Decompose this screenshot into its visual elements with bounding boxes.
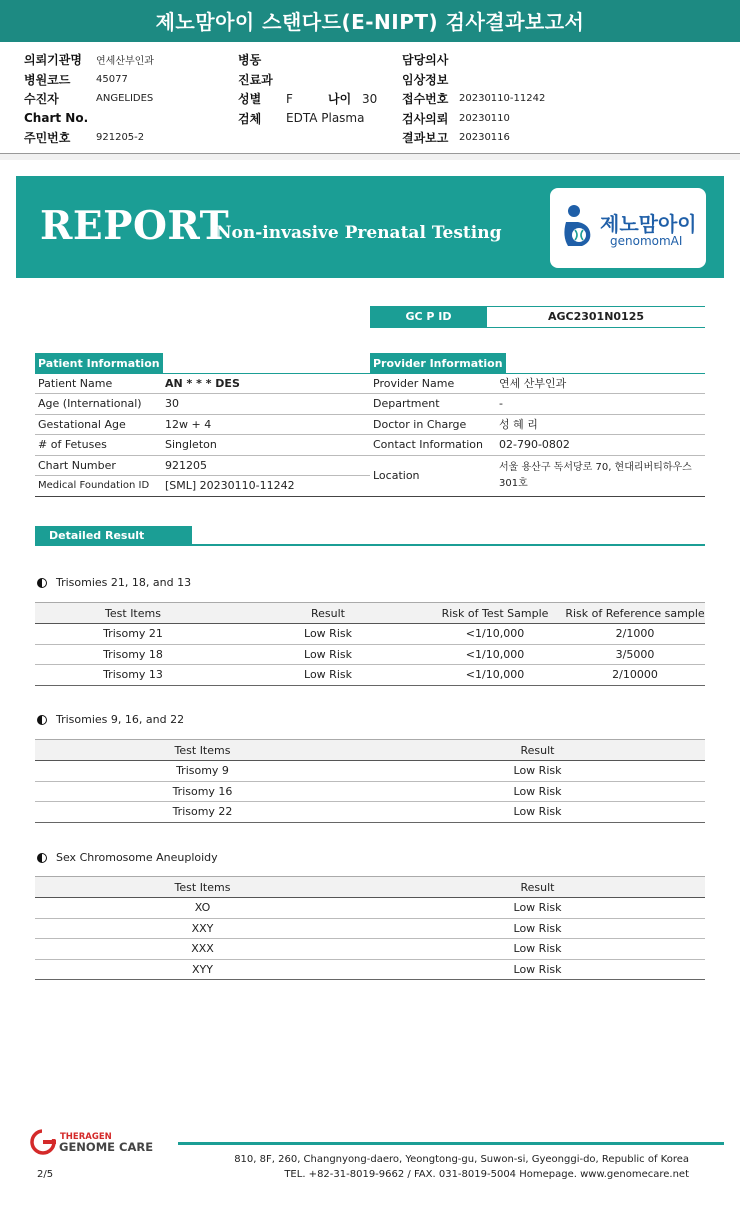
footer-address: 810, 8F, 260, Changnyong-daero, Yeongtong-gu, Suwon-si, Gyeonggi-do, Republic of Korea (234, 1154, 689, 1165)
header-value: 45077 (96, 73, 128, 85)
header-label: 담당의사 (402, 53, 449, 68)
patient-label: # of Fetuses (35, 435, 165, 456)
patient-info-table (35, 373, 370, 497)
detailed-result-header (35, 524, 705, 546)
header-label: 성별 (238, 92, 262, 107)
table-row (35, 959, 705, 980)
header-label: 결과보고 (402, 131, 449, 146)
genomom-logo (550, 188, 706, 268)
provider-info-title: Provider Information (370, 353, 506, 374)
provider-value: 성 혜 리 (499, 414, 705, 435)
provider-label: Location (370, 455, 499, 496)
cell: Low Risk (370, 781, 705, 802)
table-row (35, 644, 705, 665)
cell: XO (35, 898, 370, 919)
header-label: 의뢰기관명 (24, 53, 82, 68)
cell: XXX (35, 939, 370, 960)
column-header: Risk of Reference sample (565, 603, 705, 624)
cell: 2/1000 (565, 624, 705, 645)
cell: Low Risk (370, 761, 705, 782)
header-value: ANGELIDES (96, 93, 154, 105)
location-line-1: 서울 용산구 독서당로 70, 현대리버티하우스 (499, 461, 692, 473)
table-row (35, 781, 705, 802)
header-label: 검체 (238, 111, 262, 126)
column-header: Risk of Test Sample (425, 603, 565, 624)
table-row (35, 802, 705, 823)
column-header: Result (370, 740, 705, 761)
patient-value: [SML] 20230110-11242 (165, 476, 370, 497)
header-field (24, 89, 154, 109)
cell: Low Risk (370, 802, 705, 823)
header-label: 검사의뢰 (402, 111, 449, 126)
section-title-text: Trisomies 9, 16, and 22 (56, 713, 185, 726)
header-field (402, 128, 545, 148)
provider-value: 02-790-0802 (499, 435, 705, 456)
footer-divider (178, 1142, 724, 1145)
table-row (35, 761, 705, 782)
table-header-row (35, 603, 705, 624)
cell: Trisomy 22 (35, 802, 370, 823)
cell: XXY (35, 918, 370, 939)
header-label: 접수번호 (402, 92, 449, 107)
provider-info-table (370, 373, 705, 497)
header-label: 병동 (238, 53, 262, 68)
patient-name-value: AN * * * DES (165, 373, 370, 394)
patient-value: 30 (165, 394, 370, 415)
table-row (370, 435, 705, 456)
header-field (402, 70, 545, 90)
theragen-logo-icon (30, 1128, 180, 1156)
header-label: 나이 (328, 92, 352, 107)
table-row (370, 394, 705, 415)
cell: Trisomy 9 (35, 761, 370, 782)
header-value: 20230110 (459, 112, 510, 124)
header-value: EDTA Plasma (286, 111, 365, 126)
header-value: 921205-2 (96, 132, 145, 144)
header-value: 20230110-11242 (459, 93, 546, 105)
header-value: 연세산부인과 (96, 56, 154, 68)
header-field (402, 109, 545, 129)
patient-value: 921205 (165, 455, 370, 476)
header-label: 수진자 (24, 92, 59, 107)
report-banner (16, 176, 724, 278)
cell: Low Risk (370, 918, 705, 939)
header-info-panel (0, 42, 740, 154)
section-title-trisomies-21-18-13 (37, 576, 191, 589)
patient-value: 12w + 4 (165, 414, 370, 435)
sex-chromosome-table (35, 876, 705, 980)
logo-theragen-text: THERAGEN (60, 1132, 112, 1142)
trisomies-9-16-22-table (35, 739, 705, 823)
header-label: 임상정보 (402, 72, 449, 87)
table-row (35, 918, 705, 939)
header-field (238, 109, 377, 129)
column-header: Result (370, 877, 705, 898)
table-row (370, 373, 705, 394)
header-value: F (286, 91, 293, 106)
header-divider (0, 154, 740, 160)
header-field (402, 89, 545, 109)
table-row (35, 373, 370, 394)
table-row (370, 455, 705, 496)
patient-value: Singleton (165, 435, 370, 456)
provider-value: 연세 산부인과 (499, 373, 705, 394)
cell: XYY (35, 959, 370, 980)
column-header: Result (231, 603, 425, 624)
provider-label: Contact Information (370, 435, 499, 456)
cell: Trisomy 16 (35, 781, 370, 802)
header-field (24, 128, 154, 148)
section-title-text: Trisomies 21, 18, and 13 (56, 576, 192, 589)
cell: Trisomy 21 (35, 624, 231, 645)
footer-contact: TEL. +82-31-8019-9662 / FAX. 031-8019-5004 Homepage. www.genomecare.net (284, 1169, 689, 1180)
cell: <1/10,000 (425, 624, 565, 645)
cell: 2/10000 (565, 665, 705, 686)
patient-info-title: Patient Information (35, 353, 163, 374)
banner-subtitle: Non-invasive Prenatal Testing (216, 223, 502, 243)
column-header: Test Items (35, 877, 370, 898)
logo-english-text: genomomAI (610, 234, 683, 248)
header-label: 진료과 (238, 72, 273, 87)
section-title-text: Sex Chromosome Aneuploidy (56, 851, 218, 864)
provider-label: Department (370, 394, 499, 415)
section-title-sex-chromosome (37, 851, 218, 864)
provider-label: Provider Name (370, 373, 499, 394)
report-title: 제노맘아이 스탠다드(E-NIPT) 검사결과보고서 (0, 0, 740, 42)
table-row (35, 414, 370, 435)
header-col-2 (238, 50, 377, 128)
trisomies-21-18-13-table (35, 602, 705, 686)
banner-report-text: REPORT (40, 203, 230, 249)
table-row (35, 898, 705, 919)
provider-label: Doctor in Charge (370, 414, 499, 435)
header-label: 주민번호 (24, 131, 71, 146)
header-field (402, 50, 545, 70)
cell: Low Risk (231, 624, 425, 645)
column-header: Test Items (35, 740, 370, 761)
table-row (35, 939, 705, 960)
header-field (24, 50, 154, 70)
gcp-id-value: AGC2301N0125 (547, 310, 645, 323)
patient-label: Medical Foundation ID (35, 476, 165, 497)
cell: <1/10,000 (425, 644, 565, 665)
header-field (238, 89, 377, 109)
provider-location-value (499, 455, 705, 496)
cell: Low Risk (370, 939, 705, 960)
patient-info-header (35, 352, 370, 374)
gcp-id-box (370, 306, 705, 328)
table-row (370, 414, 705, 435)
header-label: Chart No. (24, 111, 89, 126)
cell: Trisomy 18 (35, 644, 231, 665)
table-header-row (35, 877, 705, 898)
section-title-trisomies-9-16-22 (37, 713, 184, 726)
table-row (35, 435, 370, 456)
table-row (35, 394, 370, 415)
provider-value: - (499, 394, 705, 415)
header-field (238, 50, 377, 70)
header-field (238, 70, 377, 90)
patient-label: Gestational Age (35, 414, 165, 435)
gcp-id-label: GC P ID (370, 307, 487, 327)
table-row (35, 624, 705, 645)
half-circle-bullet-icon (37, 578, 47, 588)
column-header: Test Items (35, 603, 231, 624)
half-circle-bullet-icon (37, 853, 47, 863)
header-col-3 (402, 50, 545, 148)
cell: Trisomy 13 (35, 665, 231, 686)
header-value: 30 (362, 91, 378, 106)
patient-label: Age (International) (35, 394, 165, 415)
header-field (24, 70, 154, 90)
page-number: 2/5 (37, 1169, 54, 1180)
cell: Low Risk (370, 959, 705, 980)
half-circle-bullet-icon (37, 715, 47, 725)
provider-info-header (370, 352, 705, 374)
cell: Low Risk (231, 665, 425, 686)
header-col-1 (24, 50, 154, 148)
cell: Low Risk (370, 898, 705, 919)
table-row (35, 665, 705, 686)
header-value: 20230116 (459, 132, 510, 144)
header-field (24, 109, 154, 129)
logo-genome-care-text: GENOME CARE (59, 1140, 154, 1154)
patient-label: Chart Number (35, 455, 165, 476)
patient-label: Patient Name (35, 373, 165, 394)
theragen-genome-care-logo (30, 1128, 180, 1160)
location-line-2: 301호 (499, 477, 528, 489)
logo-korean-text: 제노맘아이 (600, 212, 697, 236)
genomom-logo-icon (560, 202, 596, 252)
cell: Low Risk (231, 644, 425, 665)
header-label: 병원코드 (24, 72, 71, 87)
table-header-row (35, 740, 705, 761)
cell: <1/10,000 (425, 665, 565, 686)
detailed-result-title: Detailed Result (35, 526, 192, 546)
cell: 3/5000 (565, 644, 705, 665)
table-row (35, 476, 370, 497)
table-row (35, 455, 370, 476)
